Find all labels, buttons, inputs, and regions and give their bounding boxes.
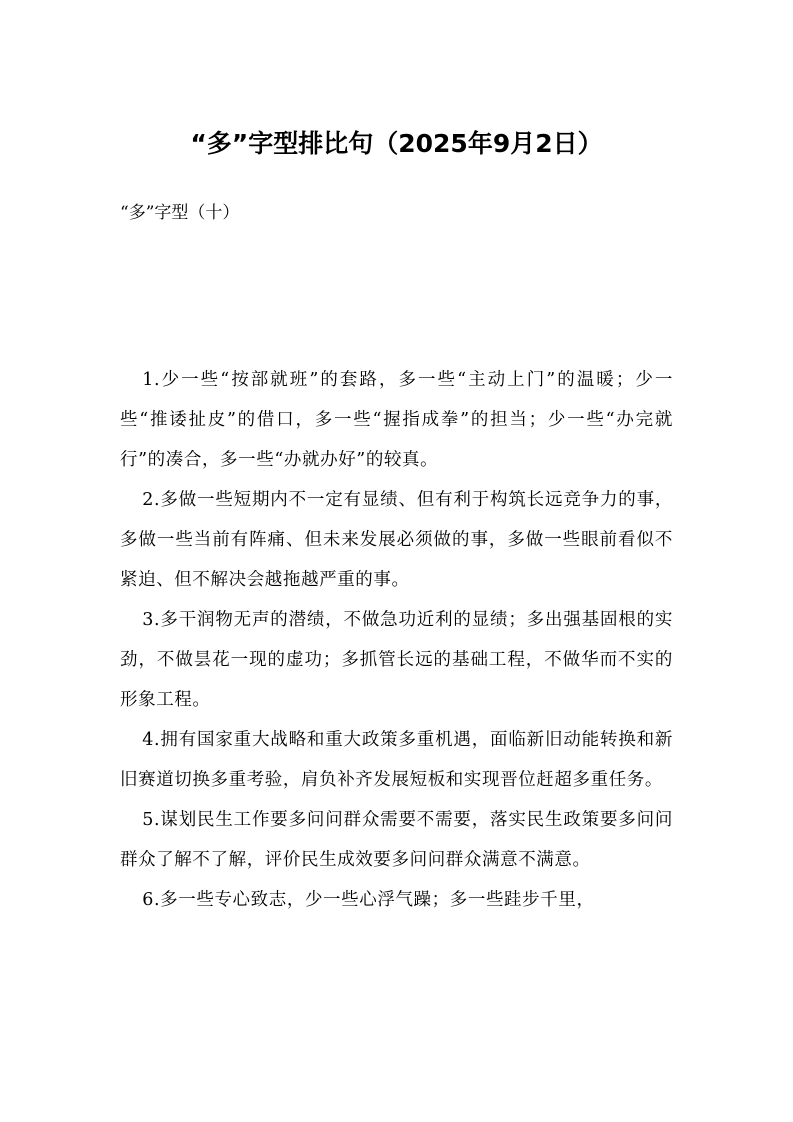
document-body (120, 360, 673, 920)
paragraph-5: 5.谋划民生工作要多问问群众需要不需要，落实民生政策要多问问群众了解不了解，评价民生成效要多问问群众满意不满意。 (120, 810, 673, 870)
paragraph-2: 2.多做一些短期内不一定有显绩、但有利于构筑长远竞争力的事，多做一些当前有阵痛、但未来发展必须做的事，多做一些眼前看似不紧迫、但不解决会越拖越严重的事。 (120, 490, 673, 590)
paragraph-3: 3.多干润物无声的潜绩，不做急功近利的显绩；多出强基固根的实劲，不做昙花一现的虚功；多抓管长远的基础工程，不做华而不实的形象工程。 (120, 610, 673, 710)
document-title: “多”字型排比句（2025年9月2日） (190, 129, 603, 158)
document-subtitle: “多”字型（十） (120, 203, 240, 223)
paragraph-4: 4.拥有国家重大战略和重大政策多重机遇，面临新旧动能转换和新旧赛道切换多重考验，肩负补齐发展短板和实现晋位赶超多重任务。 (120, 730, 673, 790)
paragraph-1: 1.少一些“按部就班”的套路，多一些“主动上门”的温暖；少一些“推诿扯皮”的借口，多一些“握指成拳”的担当；少一些“办完就行”的凑合，多一些“办就办好”的较真。 (120, 370, 673, 470)
paragraph-6: 6.多一些专心致志，少一些心浮气躁；多一些跬步千里， (142, 890, 595, 910)
